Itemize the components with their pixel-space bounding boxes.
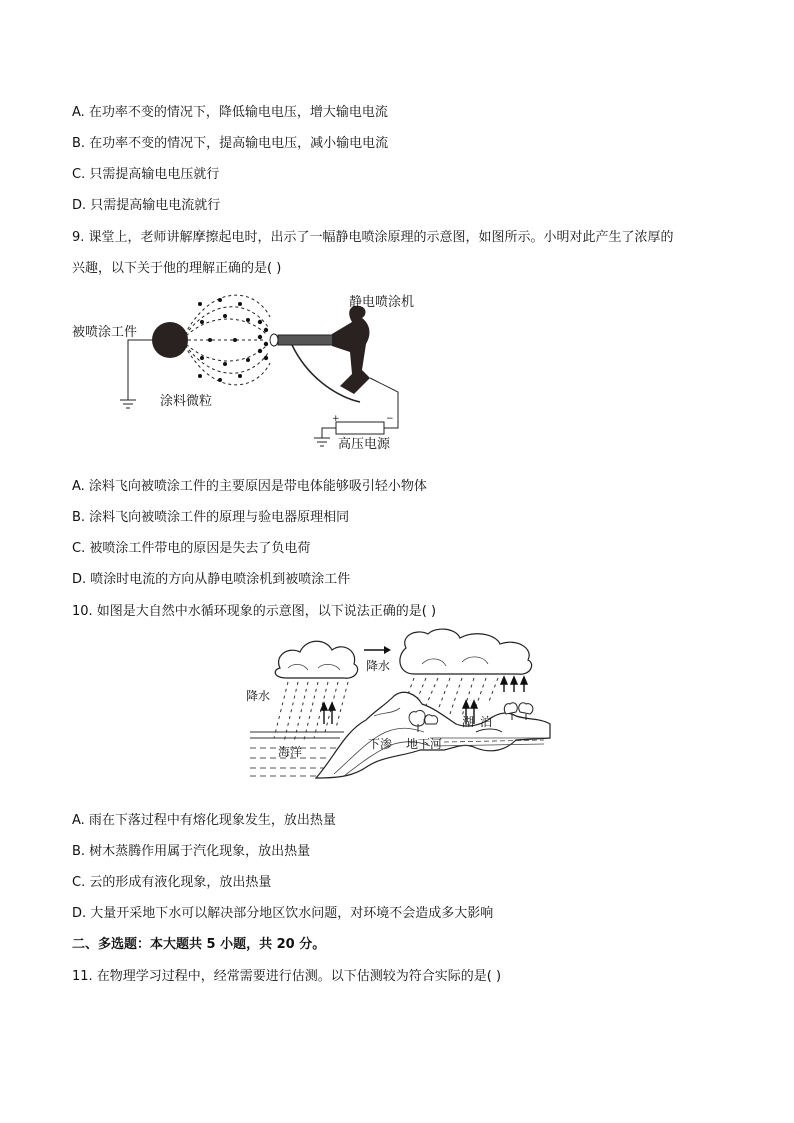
q8-option-d: D. 只需提高输电电流就行 <box>72 198 221 213</box>
label-ocean: 海洋 <box>278 745 303 759</box>
q10-stem: 10. 如图是大自然中水循环现象的示意图，以下说法正确的是( ) <box>72 604 437 619</box>
q9-stem-line1: 9. 课堂上，老师讲解摩擦起电时，出示了一幅静电喷涂原理的示意图，如图所示。小明对此产生了浓厚的 <box>72 230 674 245</box>
q9-option-b: B. 涂料飞向被喷涂工件的原理与验电器原理相同 <box>72 510 350 525</box>
q11-stem: 11. 在物理学习过程中，经常需要进行估测。以下估测较为符合实际的是( ) <box>72 969 502 984</box>
label-power-source: 高压电源 <box>338 437 391 452</box>
q9-option-c: C. 被喷涂工件带电的原因是失去了负电荷 <box>72 541 311 556</box>
svg-text:+: + <box>332 414 340 424</box>
label-underground-river: 地下河 <box>406 737 443 751</box>
q10-option-b: B. 树木蒸腾作用属于汽化现象，放出热量 <box>72 844 311 859</box>
label-lake-1: 湖 <box>462 715 475 729</box>
workpiece-ball <box>152 322 188 358</box>
electrostatic-spray-figure <box>70 282 440 466</box>
q10-option-a: A. 雨在下落过程中有熔化现象发生，放出热量 <box>72 813 336 828</box>
q9-option-a: A. 涂料飞向被喷涂工件的主要原因是带电体能够吸引轻小物体 <box>72 479 427 494</box>
label-workpiece: 被喷涂工件 <box>72 325 138 340</box>
label-lake-2: 泊 <box>480 715 493 729</box>
label-rain-left: 降水 <box>246 689 271 703</box>
section-heading: 二、多选题：本大题共 5 小题，共 20 分。 <box>72 937 326 952</box>
q10-option-c: C. 云的形成有液化现象，放出热量 <box>72 875 272 890</box>
q10-option-d: D. 大量开采地下水可以解决部分地区饮水问题，对环境不会造成多大影响 <box>72 906 494 921</box>
label-spray-gun: 静电喷涂机 <box>349 295 415 310</box>
q9-stem-line2: 兴趣，以下关于他的理解正确的是( ) <box>72 261 282 276</box>
q8-option-b: B. 在功率不变的情况下，提高输电电压，减小输电电流 <box>72 136 389 151</box>
label-infiltration: 下渗 <box>368 737 393 751</box>
label-particles: 涂料微粒 <box>160 394 213 409</box>
q8-option-c: C. 只需提高输电电压就行 <box>72 167 220 182</box>
water-cycle-figure <box>244 628 554 784</box>
svg-text:−: − <box>386 414 394 424</box>
label-rain-right: 降水 <box>366 659 391 673</box>
q8-option-a: A. 在功率不变的情况下，降低输电电压，增大输电电流 <box>72 105 388 120</box>
q9-option-d: D. 喷涂时电流的方向从静电喷涂机到被喷涂工件 <box>72 572 351 587</box>
